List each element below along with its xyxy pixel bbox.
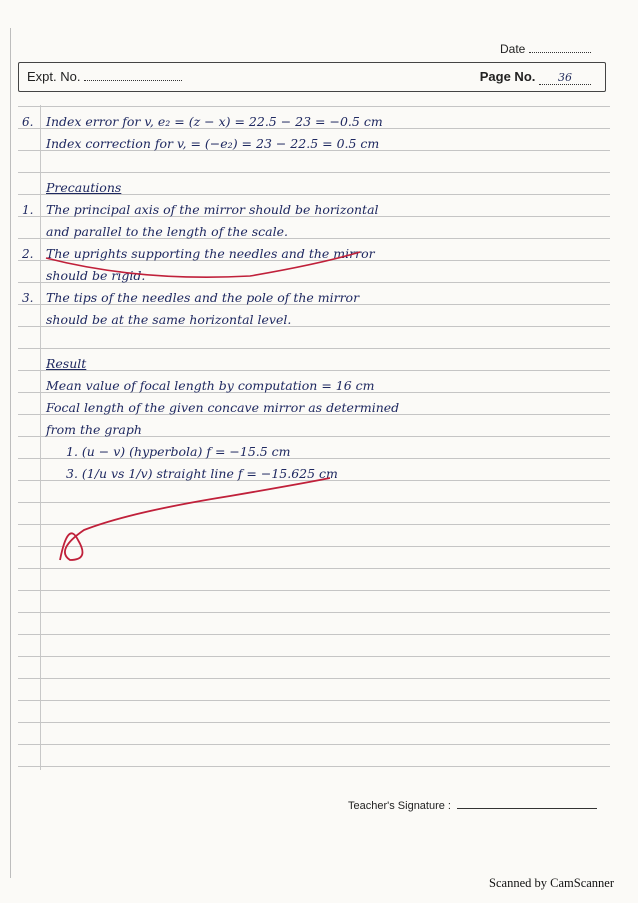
precaution-3-line-1: The tips of the needles and the pole of the mirror <box>46 290 360 305</box>
index-error-line: Index error for v, e₂ = (z − x) = 22.5 − 23 = −0.5 cm <box>46 114 383 129</box>
teacher-signature-line <box>457 808 597 809</box>
result-graph-line-1: Focal length of the given concave mirror as determined <box>46 400 400 415</box>
precaution-number-3: 3. <box>22 291 34 305</box>
precaution-2-line-1: The uprights supporting the needles and the mirror <box>46 246 375 261</box>
date-label: Date <box>500 42 526 56</box>
result-mean-focal-length: Mean value of focal length by computation = 16 cm <box>46 378 375 393</box>
precaution-number-2: 2. <box>22 247 34 261</box>
precaution-number-1: 1. <box>22 203 34 217</box>
item-number-6: 6. <box>22 115 34 129</box>
precaution-2-line-2: should be rigid. <box>46 268 146 283</box>
result-hyperbola: 1. (u − v) (hyperbola) f = −15.5 cm <box>66 444 291 459</box>
teacher-signature-field <box>348 800 597 812</box>
expt-no-label: Expt. No. <box>27 69 81 84</box>
result-heading: Result <box>46 356 87 371</box>
page-no-label: Page No. <box>479 69 536 84</box>
teacher-tick-signature-icon <box>60 478 330 560</box>
index-correction-line: Index correction for v, = (−e₂) = 23 − 22.5 = 0.5 cm <box>46 136 380 151</box>
precaution-3-line-2: should be at the same horizontal level. <box>46 312 292 327</box>
precaution-1-line-2: and parallel to the length of the scale. <box>46 224 288 239</box>
precautions-heading: Precautions <box>46 180 122 195</box>
scanner-watermark: Scanned by CamScanner <box>489 876 614 890</box>
result-graph-line-2: from the graph <box>46 422 142 437</box>
teacher-signature-label: Teacher's Signature : <box>348 800 451 812</box>
correction-underline-icon <box>46 252 360 277</box>
result-straight-line: 3. (1/u vs 1/v) straight line f = −15.625 cm <box>66 466 338 481</box>
precaution-1-line-1: The principal axis of the mirror should be horizontal <box>46 202 379 217</box>
page-no-value: 36 <box>539 71 591 85</box>
